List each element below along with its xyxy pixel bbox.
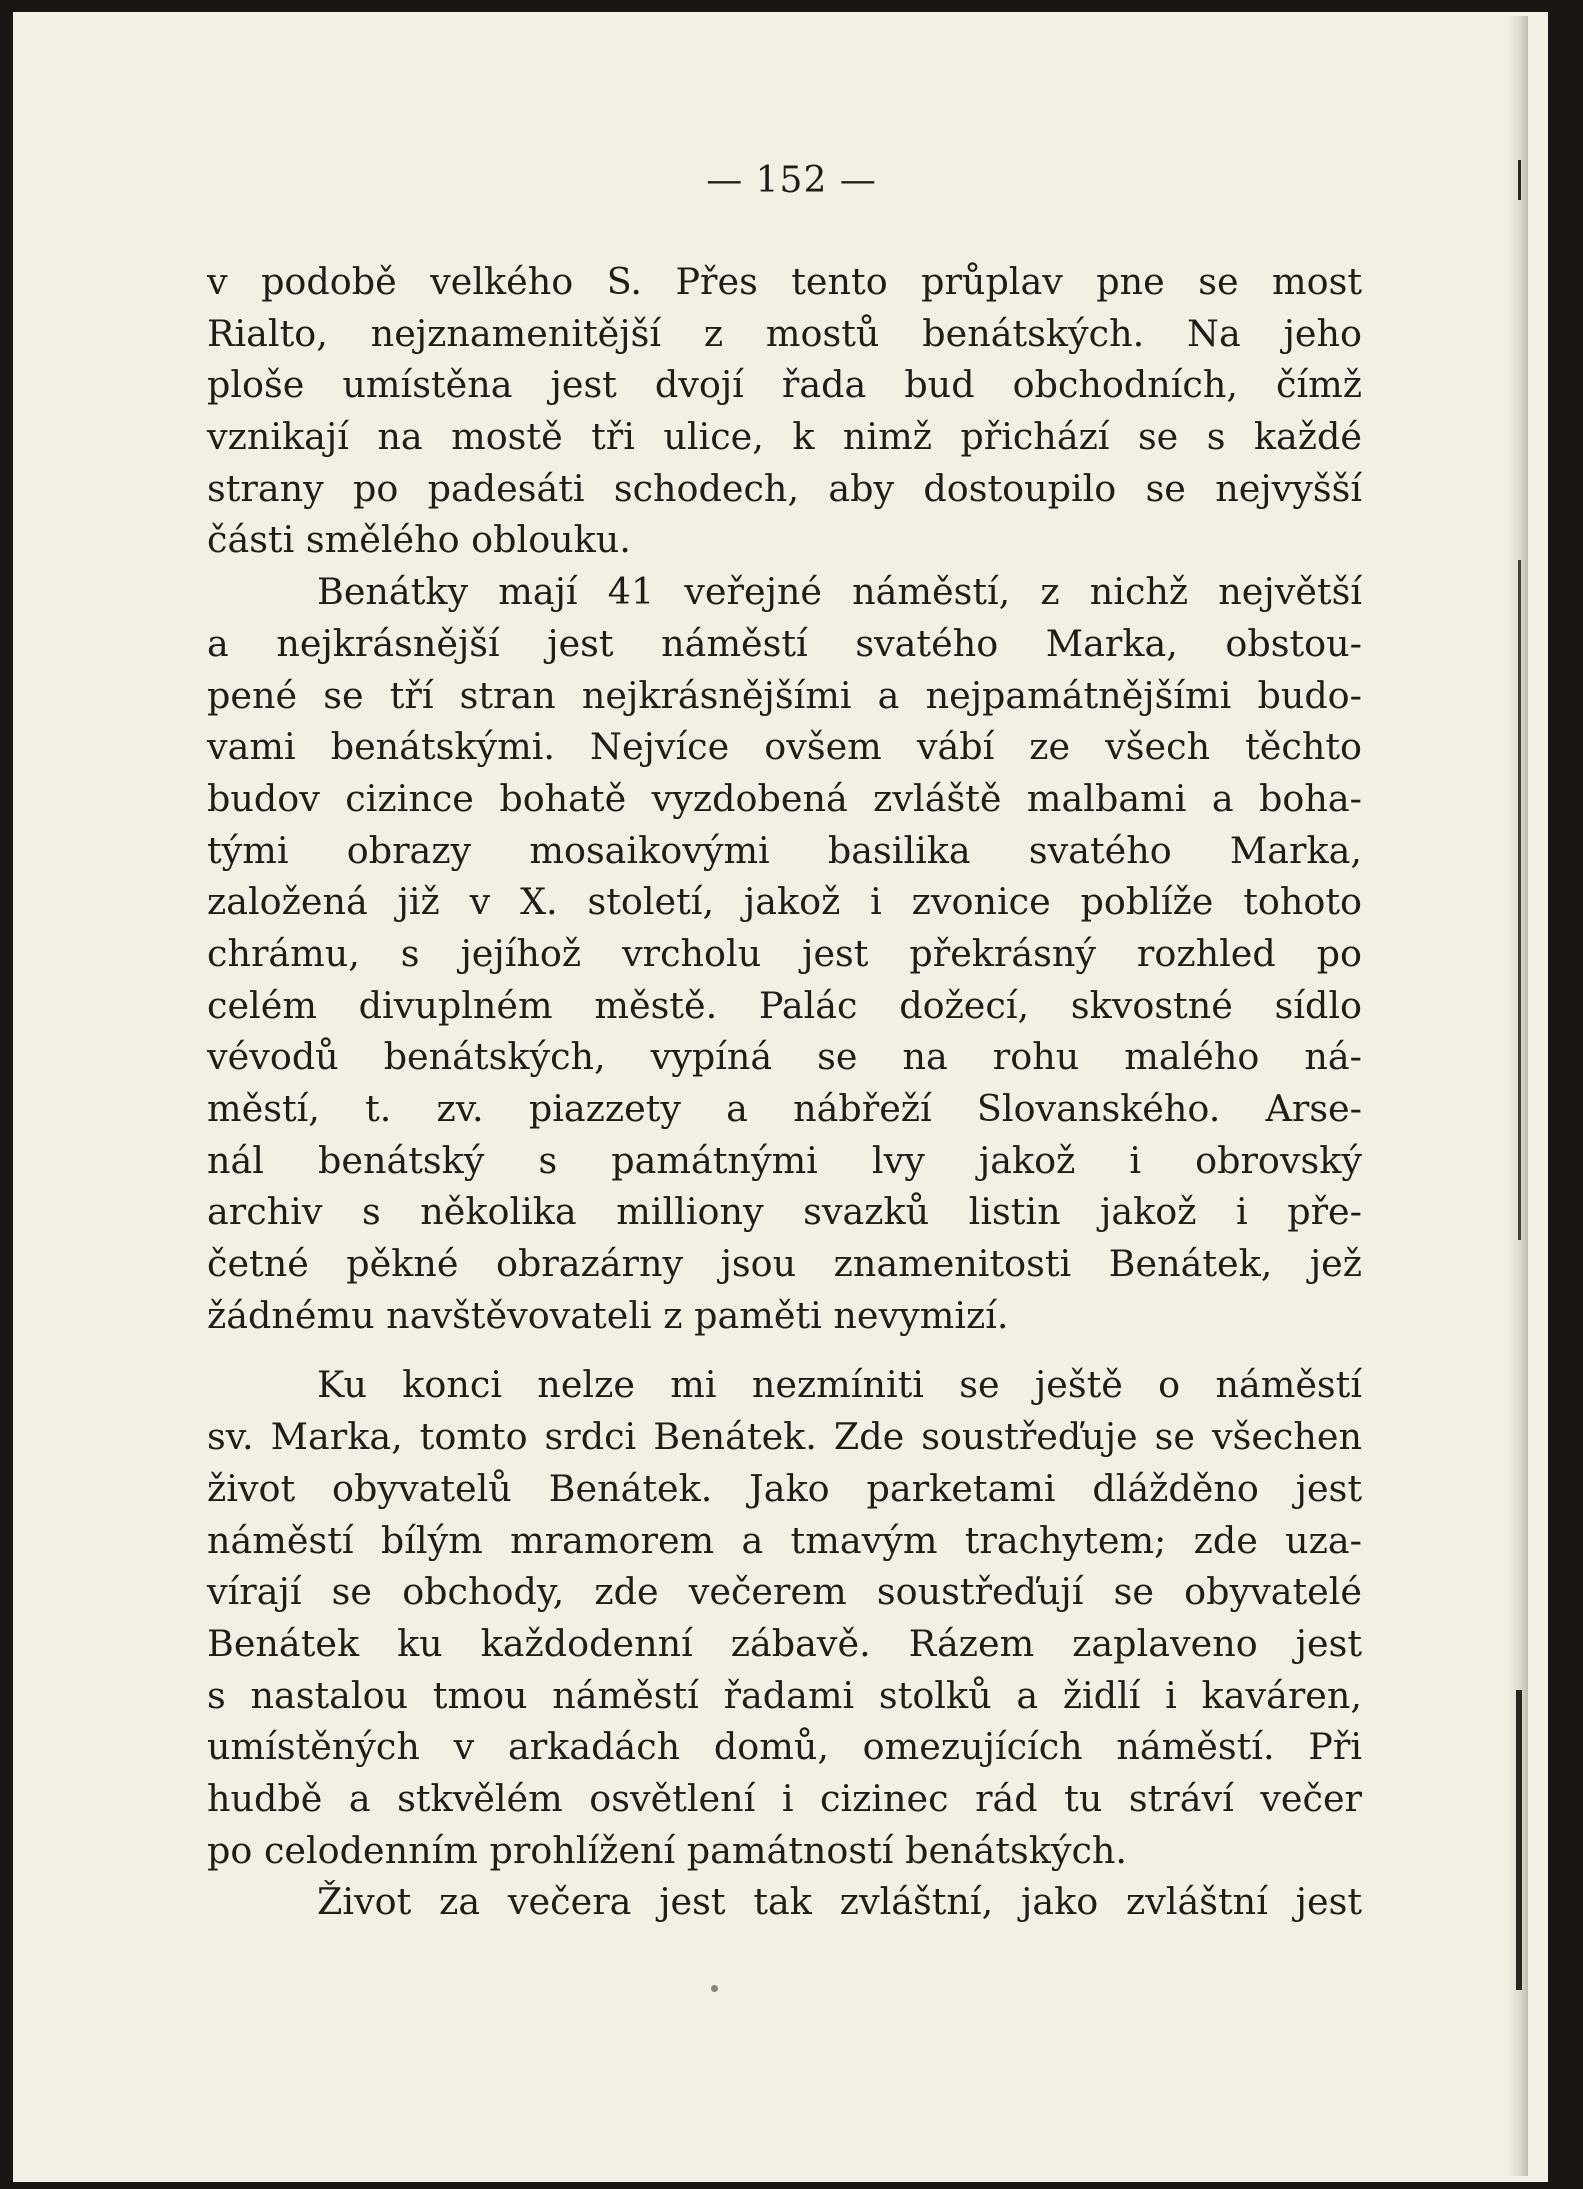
text-line: vami benátskými. Nejvíce ovšem vábí ze všech těchto bbox=[207, 725, 1362, 769]
text-line: po celodenním prohlížení památností benátských. bbox=[207, 1828, 1128, 1872]
text-line: strany po padesáti schodech, aby dostoupilo se nejvyšší bbox=[207, 466, 1362, 510]
text-line: městí, t. zv. piazzety a nábřeží Slovanského. Arse- bbox=[207, 1087, 1362, 1130]
text-line: náměstí bílým mramorem a tmavým trachytem; zde uza- bbox=[207, 1518, 1362, 1562]
paragraph bbox=[207, 1876, 1362, 1928]
text-line: části smělého oblouku. bbox=[207, 518, 631, 562]
text-line: chrámu, s jejíhož vrcholu jest překrásný rozhled po bbox=[207, 931, 1362, 975]
paragraph bbox=[207, 1359, 1362, 1876]
binding-mark bbox=[1516, 1690, 1522, 1990]
text-line: Život za večera jest tak zvláštní, jako zvláštní jest bbox=[317, 1880, 1362, 1924]
text-line: tými obrazy mosaikovými basilika svatého Marka, bbox=[207, 828, 1362, 872]
text-line: a nejkrásnější jest náměstí svatého Marka, obstou- bbox=[207, 621, 1362, 665]
text-line: Benátek ku každodenní zábavě. Rázem zaplaveno jest bbox=[207, 1621, 1362, 1665]
binding-mark bbox=[1518, 560, 1521, 1240]
text-line: v podobě velkého S. Přes tento průplav pne se most bbox=[207, 260, 1362, 303]
text-line: nál benátský s památnými lvy jakož i obrovský bbox=[207, 1138, 1362, 1182]
text-line: vévodů benátských, vypíná se na rohu malého ná- bbox=[207, 1035, 1362, 1079]
text-line: celém divuplném městě. Palác dožecí, skvostné sídlo bbox=[207, 983, 1362, 1027]
text-line: založená již v X. století, jakož i zvonice poblíže tohoto bbox=[207, 880, 1362, 924]
text-line: život obyvatelů Benátek. Jako parketami dlážděno jest bbox=[207, 1466, 1362, 1510]
text-line: Ku konci nelze mi nezmíniti se ještě o náměstí bbox=[317, 1363, 1362, 1407]
paragraph bbox=[207, 256, 1362, 566]
text-line: četné pěkné obrazárny jsou znamenitosti Benátek, jež bbox=[207, 1242, 1362, 1286]
text-line: budov cizince bohatě vyzdobená zvláště malbami a boha- bbox=[207, 776, 1362, 820]
body-text bbox=[207, 256, 1362, 1928]
text-line: sv. Marka, tomto srdci Benátek. Zde soustřeďuje se všechen bbox=[207, 1415, 1362, 1459]
text-line: pené se tří stran nejkrásnějšími a nejpamátnějšími budo- bbox=[207, 673, 1362, 717]
paragraph-gap bbox=[207, 1341, 1362, 1359]
text-line: s nastalou tmou náměstí řadami stolků a židlí i kaváren, bbox=[207, 1673, 1362, 1717]
text-line: žádnému navštěvovateli z paměti nevymizí. bbox=[207, 1293, 1009, 1337]
page-number: — 152 — bbox=[706, 160, 877, 201]
text-line: vznikají na mostě tři ulice, k nimž přichází se s každé bbox=[207, 415, 1362, 459]
text-line: ploše umístěna jest dvojí řada bud obchodních, čímž bbox=[207, 363, 1362, 407]
text-line: archiv s několika milliony svazků listin jakož i pře- bbox=[207, 1190, 1362, 1234]
text-line: vírají se obchody, zde večerem soustřeďují se obyvatelé bbox=[207, 1570, 1362, 1614]
paragraph bbox=[207, 566, 1362, 1341]
text-line: hudbě a stkvělém osvětlení i cizinec rád tu stráví večer bbox=[207, 1776, 1362, 1820]
text-line: Rialto, nejznamenitější z mostů benátských. Na jeho bbox=[207, 311, 1362, 355]
paper-speck bbox=[711, 1985, 718, 1992]
text-line: umístěných v arkadách domů, omezujících náměstí. Při bbox=[207, 1725, 1362, 1769]
text-line: Benátky mají 41 veřejné náměstí, z nichž největší bbox=[317, 570, 1362, 614]
